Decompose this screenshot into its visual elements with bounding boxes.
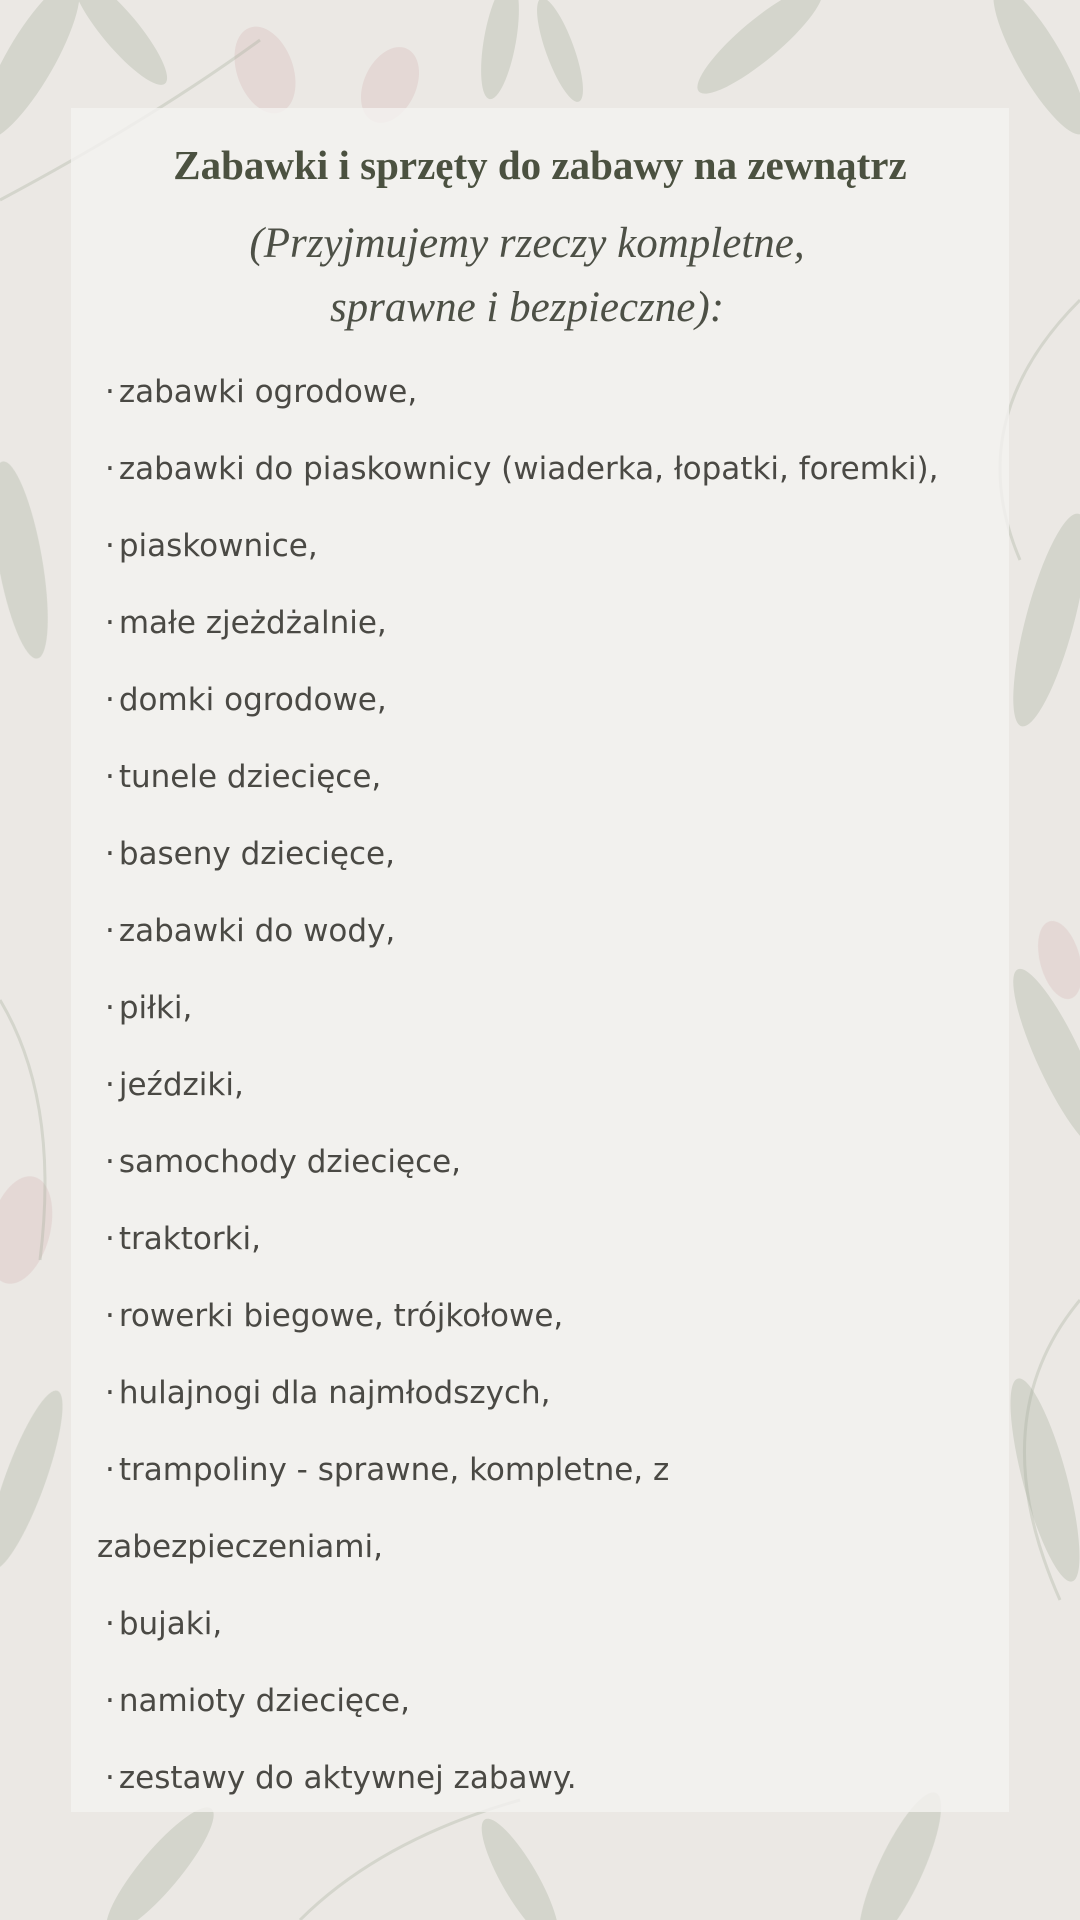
list-item-label: zabawki do piaskownicy (wiaderka, łopatki, foremki), [118,451,939,487]
list-item-label: baseny dziecięce, [118,836,395,872]
bullet-icon: · [105,451,115,487]
bullet-icon: · [105,528,115,564]
list-item-label: rowerki biegowe, trójkołowe, [118,1298,564,1334]
bullet-icon: · [105,1221,115,1257]
list-item [97,816,977,893]
list-item [97,1201,977,1278]
list-item [97,739,977,816]
list-item [97,1047,977,1124]
bullet-icon: · [105,836,115,872]
list-item-label: zestawy do aktywnej zabawy. [118,1760,577,1796]
list-item [97,970,977,1047]
bullet-icon: · [105,1375,115,1411]
list-item-label: zabawki do wody, [118,913,396,949]
list-item [97,1740,977,1817]
list-item [97,1663,977,1740]
page-title: Zabawki i sprzęty do zabawy na zewnątrz [173,142,907,188]
list-item-label: hulajnogi dla najmłodszych, [118,1375,551,1411]
items-list [97,354,977,1817]
list-item-label: domki ogrodowe, [118,682,387,718]
bullet-icon: · [105,1452,115,1488]
subtitle [0,212,1054,340]
list-item-label: piłki, [118,990,193,1026]
subtitle-line-2: sprawne i bezpieczne): [329,284,725,331]
list-item [97,662,977,739]
list-item-label: bujaki, [118,1606,223,1642]
list-item-label: tunele dziecięce, [118,759,382,795]
list-item-label: jeździki, [118,1067,244,1103]
bullet-icon: · [105,605,115,641]
bullet-icon: · [105,1606,115,1642]
bullet-icon: · [105,913,115,949]
list-item-label: małe zjeżdżalnie, [118,605,387,641]
bullet-icon: · [105,1298,115,1334]
list-item-label: zabawki ogrodowe, [118,374,418,410]
list-item [97,1355,977,1432]
list-item [97,1586,977,1663]
bullet-icon: · [105,1144,115,1180]
list-item-label: samochody dziecięce, [118,1144,462,1180]
list-item-label: namioty dziecięce, [118,1683,410,1719]
bullet-icon: · [105,990,115,1026]
list-item [97,1432,687,1586]
list-item [97,354,977,431]
list-item [97,431,977,508]
list-item-label: piaskownice, [118,528,318,564]
list-item [97,1278,977,1355]
list-item [97,1124,977,1201]
list-item-label: trampoliny - sprawne, kompletne, z zabezpieczeniami, [97,1452,670,1565]
list-item [97,893,977,970]
bullet-icon: · [105,1067,115,1103]
list-item [97,508,977,585]
bullet-icon: · [105,682,115,718]
subtitle-line-1: (Przyjmujemy rzeczy kompletne, [249,220,805,267]
bullet-icon: · [105,759,115,795]
list-item [97,585,977,662]
list-item-label: traktorki, [118,1221,261,1257]
bullet-icon: · [105,1760,115,1796]
bullet-icon: · [105,1683,115,1719]
bullet-icon: · [105,374,115,410]
